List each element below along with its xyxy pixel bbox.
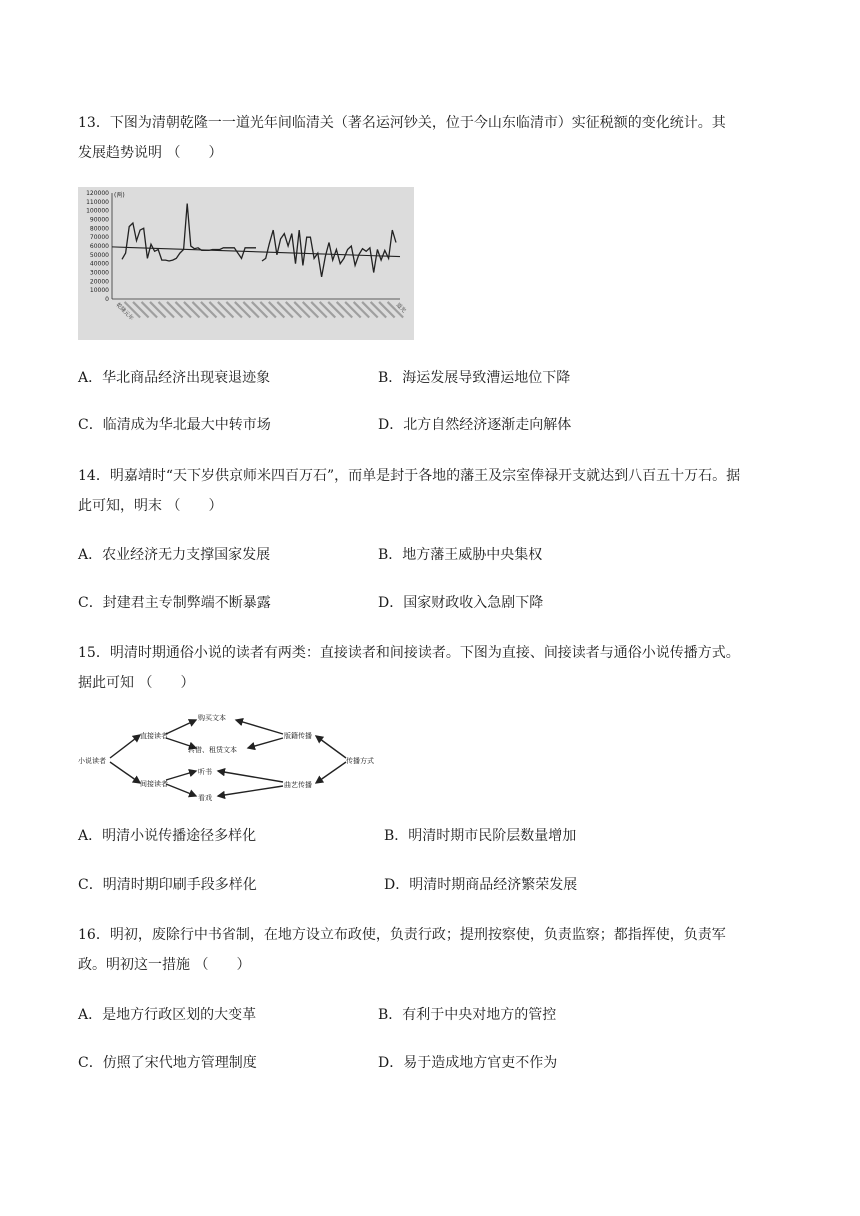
y-tick-label: 60000: [89, 243, 109, 250]
arrow-method-art: [316, 762, 346, 783]
y-axis-unit: (两): [114, 192, 125, 199]
arrow-indirect-watch: [166, 784, 196, 796]
question-16-line2: 政。明初这一措施 （ ）: [78, 957, 251, 973]
q14-option-a[interactable]: A．农业经济无力支撑国家发展: [78, 547, 271, 563]
node-root: 小说读者: [78, 757, 106, 765]
tax-series-line-1: [122, 204, 256, 261]
y-tick-label: 80000: [89, 225, 109, 233]
arrow-method-book: [316, 736, 346, 758]
x-tick-label-blur: [200, 301, 217, 318]
arrow-root-indirect: [110, 762, 140, 783]
node-art-spread: 曲艺传播: [284, 781, 312, 789]
x-tick-label-blur: [260, 301, 277, 318]
x-tick-label-blur: [166, 301, 183, 318]
node-method: 传播方式: [346, 757, 374, 765]
node-buy: 购买文本: [198, 714, 226, 722]
x-tick-label-blur: [361, 301, 378, 318]
y-tick-label: 100000: [86, 207, 109, 215]
x-tick-label-blur: [268, 301, 285, 318]
x-tick-label-blur: [226, 301, 243, 318]
x-tick-label-blur: [370, 301, 387, 318]
arrow-direct-buy: [166, 720, 196, 734]
q16-option-d[interactable]: D．易于造成地方官吏不作为: [378, 1055, 558, 1071]
x-tick-label-blur: [175, 301, 192, 318]
x-tick-label: 道光: [394, 302, 407, 315]
node-borrow: 转借、租赁文本: [188, 746, 237, 754]
x-tick-label-blur: [293, 301, 310, 318]
x-axis: [115, 301, 409, 323]
x-tick-label-blur: [319, 301, 336, 318]
q14-option-c[interactable]: C．封建君主专制弊端不断暴露: [78, 595, 271, 611]
node-book-spread: 版籍传播: [284, 732, 312, 740]
x-tick-label-blur: [141, 301, 158, 318]
q15-option-a[interactable]: A．明清小说传播途径多样化: [78, 828, 257, 844]
x-tick-label-blur: [149, 301, 166, 318]
question-13-line1: 13．下图为清朝乾隆一一道光年间临清关（著名运河钞关，位于今山东临清市）实征税额的变化统计。其: [78, 115, 726, 131]
question-16-line1: 16．明初，废除行中书省制，在地方设立布政使，负责行政；提刑按察使，负责监察；都指挥使，负责军: [78, 927, 726, 943]
x-tick-label: 乾隆元年: [114, 302, 135, 322]
question-15-stem: [78, 638, 778, 698]
q13-option-a[interactable]: A．华北商品经济出现衰退迹象: [78, 370, 271, 386]
y-tick-label: 110000: [86, 198, 109, 206]
x-tick-label-blur: [209, 301, 226, 318]
question-14-stem: [78, 461, 778, 521]
arrow-art-listen: [218, 771, 283, 782]
diagram-svg: [78, 708, 378, 804]
chart-lines: [112, 204, 400, 277]
q13-option-d[interactable]: D．北方自然经济逐渐走向解体: [378, 417, 572, 433]
y-axis: [86, 190, 400, 303]
question-15-line1: 15．明清时期通俗小说的读者有两类：直接读者和间接读者。下图为直接、间接读者与通俗小说传播方式。: [78, 645, 740, 661]
q14-option-b[interactable]: B．地方藩王威胁中央集权: [378, 547, 543, 563]
x-tick-label-blur: [243, 301, 260, 318]
x-tick-label-blur: [234, 301, 251, 318]
y-tick-label: 70000: [89, 234, 109, 242]
y-tick-label: 20000: [89, 278, 109, 286]
node-indirect: 间接读者: [140, 780, 168, 788]
x-tick-label-blur: [183, 301, 200, 318]
question-14-line2: 此可知，明末 （ ）: [78, 498, 223, 514]
question-16-stem: [78, 920, 778, 980]
x-tick-label-blur: [310, 301, 327, 318]
y-tick-label: 120000: [86, 190, 109, 197]
tax-line-chart: [78, 187, 414, 340]
q13-option-b[interactable]: B．海运发展导致漕运地位下降: [378, 370, 571, 386]
x-tick-label-blur: [277, 301, 294, 318]
q15-option-b[interactable]: B．明清时期市民阶层数量增加: [384, 828, 577, 844]
x-tick-label-blur: [217, 301, 234, 318]
tax-series-line-2: [262, 230, 396, 277]
x-tick-label-blur: [251, 301, 268, 318]
x-tick-label-blur: [302, 301, 319, 318]
q13-option-c[interactable]: C．临清成为华北最大中转市场: [78, 417, 271, 433]
y-tick-label: 30000: [89, 269, 109, 277]
tax-chart-image: [78, 187, 414, 340]
q14-option-d[interactable]: D．国家财政收入急剧下降: [378, 595, 544, 611]
q15-option-d[interactable]: D．明清时期商品经济繁荣发展: [384, 877, 578, 893]
question-13-stem: [78, 108, 778, 168]
y-tick-label: 10000: [89, 287, 109, 295]
y-tick-label: 40000: [89, 260, 109, 268]
arrow-root-direct: [110, 735, 140, 758]
y-tick-label: 0: [105, 296, 109, 303]
q16-option-c[interactable]: C．仿照了宋代地方管理制度: [78, 1055, 257, 1071]
x-tick-label-blur: [353, 301, 370, 318]
x-tick-label-blur: [378, 301, 395, 318]
arrow-art-watch: [218, 786, 283, 796]
q16-option-a[interactable]: A．是地方行政区划的大变革: [78, 1007, 257, 1023]
node-direct: 直接读者: [140, 732, 168, 740]
q16-option-b[interactable]: B．有利于中央对地方的管控: [378, 1007, 557, 1023]
x-tick-label-blur: [344, 301, 361, 318]
question-15-line2: 据此可知 （ ）: [78, 675, 195, 691]
x-tick-label-blur: [192, 301, 209, 318]
x-tick-label-blur: [327, 301, 344, 318]
x-tick-label-blur: [158, 301, 175, 318]
x-tick-label-blur: [132, 301, 149, 318]
arrow-book-borrow: [248, 738, 283, 748]
y-tick-label: 90000: [89, 216, 109, 224]
q15-option-c[interactable]: C．明清时期印刷手段多样化: [78, 877, 257, 893]
question-14-line1: 14．明嘉靖时“天下岁供京师米四百万石”，而单是封于各地的藩王及宗室俸禄开支就达到八百五十万石。据: [78, 468, 741, 484]
novel-spread-diagram: [78, 708, 378, 804]
arrow-indirect-listen: [166, 771, 196, 780]
node-watch: 看戏: [198, 794, 212, 802]
arrow-book-buy: [236, 720, 283, 734]
x-tick-label-blur: [336, 301, 353, 318]
y-tick-label: 50000: [89, 251, 109, 259]
x-tick-label-blur: [285, 301, 302, 318]
question-13-line2: 发展趋势说明 （ ）: [78, 145, 223, 161]
node-listen: 听书: [198, 768, 212, 776]
